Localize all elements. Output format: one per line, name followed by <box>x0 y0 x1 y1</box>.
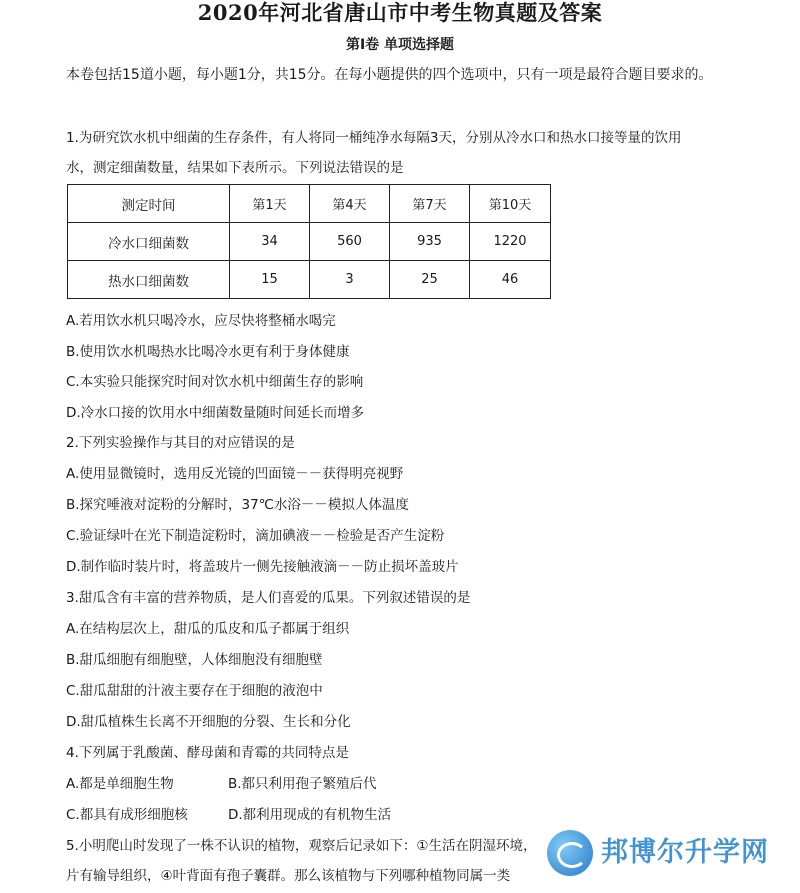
q3-option-b: B.甜瓜细胞有细胞壁，人体细胞没有细胞壁 <box>66 652 323 668</box>
q3-stem: 3.甜瓜含有丰富的营养物质，是人们喜爱的瓜果。下列叙述错误的是 <box>66 590 471 606</box>
table-row <box>68 261 551 299</box>
q4-option-d: D.都利用现成的有机物生活 <box>228 807 392 823</box>
q4-option-b: B.都只利用孢子繁殖后代 <box>228 776 377 792</box>
q2-option-a: A.使用显微镜时，选用反光镜的凹面镜－－获得明亮视野 <box>66 466 404 482</box>
q3-option-a: A.在结构层次上，甜瓜的瓜皮和瓜子都属于组织 <box>66 621 350 637</box>
q1-option-d: D.冷水口接的饮用水中细菌数量随时间延长而增多 <box>66 405 365 421</box>
q1-option-b: B.使用饮水机喝热水比喝冷水更有利于身体健康 <box>66 344 350 360</box>
q1-option-c: C.本实验只能探究时间对饮水机中细菌生存的影响 <box>66 374 364 390</box>
q1-stem-line2: 水，测定细菌数量，结果如下表所示。下列说法错误的是 <box>66 160 404 176</box>
table-cell: 15 <box>230 261 310 299</box>
q2-option-d: D.制作临时装片时，将盖玻片一侧先接触液滴－－防止损坏盖玻片 <box>66 559 459 575</box>
table-header-cell: 第7天 <box>390 185 470 223</box>
table-cell: 560 <box>310 223 390 261</box>
q2-stem: 2.下列实验操作与其目的对应错误的是 <box>66 435 295 451</box>
q5-stem-line1: 5.小明爬山时发现了一株不认识的植物，观察后记录如下：①生活在阴湿环境， <box>66 838 537 854</box>
table-header-row <box>68 185 551 223</box>
watermark-text: 邦博尔升学网 <box>601 837 769 868</box>
table-cell: 25 <box>390 261 470 299</box>
bacteria-count-table <box>67 184 551 299</box>
table-cell: 3 <box>310 261 390 299</box>
page-title: 2020年河北省唐山市中考生物真题及答案 <box>197 0 603 25</box>
table-header-cell: 第10天 <box>470 185 551 223</box>
q2-option-c: C.验证绿叶在光下制造淀粉时，滴加碘液－－检验是否产生淀粉 <box>66 528 445 544</box>
table-row-label: 热水口细菌数 <box>68 261 230 299</box>
table-row <box>68 223 551 261</box>
table-cell: 34 <box>230 223 310 261</box>
table-row-label: 冷水口细菌数 <box>68 223 230 261</box>
logo-icon <box>547 830 593 876</box>
table-cell: 1220 <box>470 223 551 261</box>
table-cell: 935 <box>390 223 470 261</box>
q3-option-c: C.甜瓜甜甜的汁液主要存在于细胞的液泡中 <box>66 683 323 699</box>
table-header-cell: 第1天 <box>230 185 310 223</box>
section-intro: 本卷包括15道小题，每小题1分，共15分。在每小题提供的四个选项中，只有一项是最符合题目要求的。 <box>66 67 713 83</box>
q4-option-a: A.都是单细胞生物 <box>66 776 174 792</box>
q5-stem-line2: 片有输导组织，④叶背面有孢子囊群。那么该植物与下列哪种植物同属一类 <box>66 868 511 884</box>
table-header-cell: 第4天 <box>310 185 390 223</box>
q2-option-b: B.探究唾液对淀粉的分解时，37℃水浴－－模拟人体温度 <box>66 497 409 513</box>
q1-stem-line1: 1.为研究饮水机中细菌的生存条件，有人将同一桶纯净水每隔3天，分别从冷水口和热水口接等量的饮用 <box>66 130 682 146</box>
table-cell: 46 <box>470 261 551 299</box>
watermark-logo <box>547 826 787 882</box>
q4-stem: 4.下列属于乳酸菌、酵母菌和青霉的共同特点是 <box>66 745 349 761</box>
table-header-cell: 测定时间 <box>68 185 230 223</box>
q4-option-c: C.都具有成形细胞核 <box>66 807 188 823</box>
section-heading: 第Ⅰ卷 单项选择题 <box>345 37 455 53</box>
q1-option-a: A.若用饮水机只喝冷水，应尽快将整桶水喝完 <box>66 313 336 329</box>
q3-option-d: D.甜瓜植株生长离不开细胞的分裂、生长和分化 <box>66 714 351 730</box>
